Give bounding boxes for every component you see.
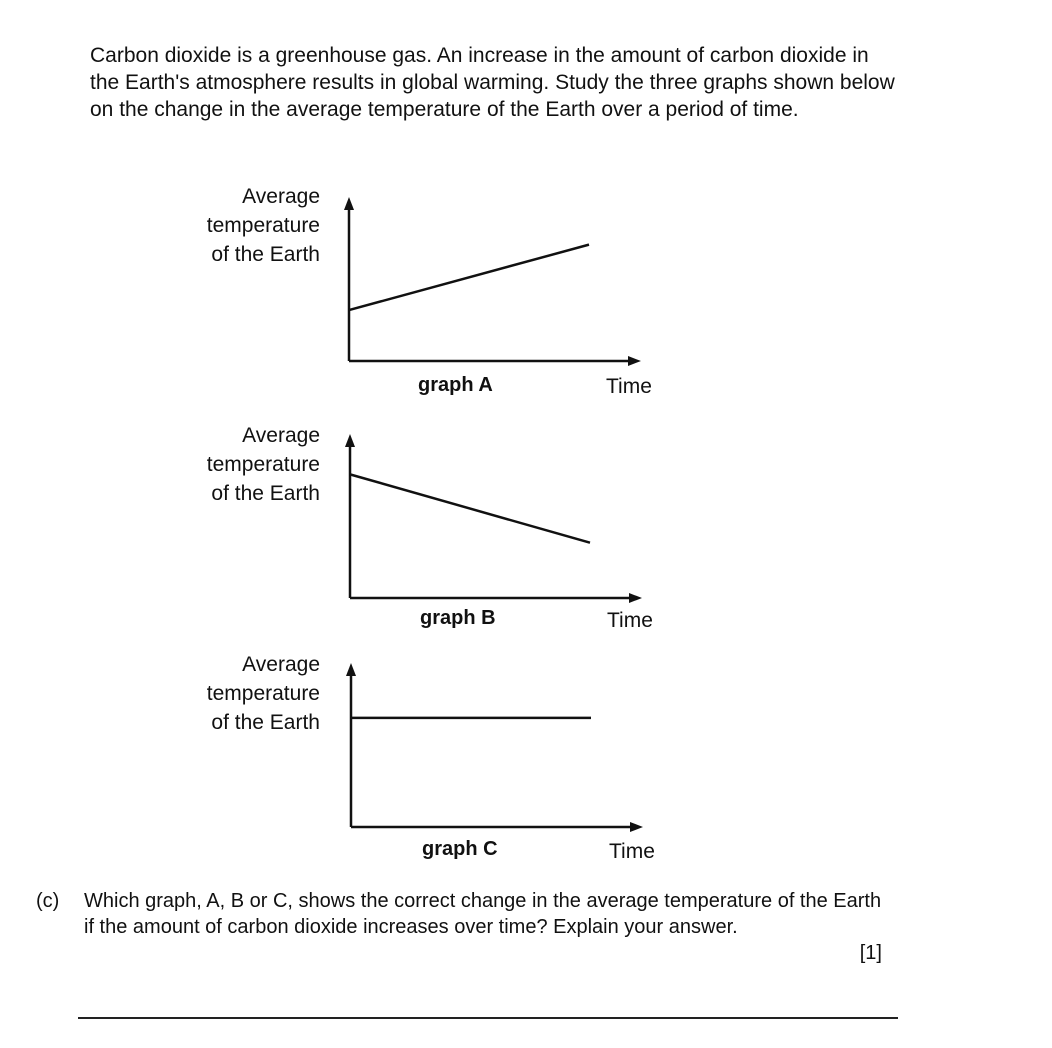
graph-b-title: graph B [420,607,496,629]
graph-b-x-axis-label: Time [607,609,653,632]
graph-b-y-axis-label-line: of the Earth [211,482,320,505]
answer-line[interactable] [78,1017,898,1019]
question-marks: [1] [859,942,882,964]
graph-c-title: graph C [422,838,498,860]
graph-c-y-axis-arrowhead [346,663,356,676]
graph-b-y-axis-label-line: Average [242,424,320,447]
graph-c-y-axis-label-line: Average [242,653,320,676]
intro-paragraph: Carbon dioxide is a greenhouse gas. An increase in the amount of carbon dioxide in the Earth's atmosphere results in global warming. Study the three graphs shown below on the change in the average temperature of the Earth over a period of time. [90,44,895,121]
graph-a-y-axis-label-line: Average [242,185,320,208]
question-label: (c) [36,890,60,912]
graph-c-x-axis-label: Time [609,840,655,863]
graph-a-title: graph A [418,374,493,396]
question-text: Which graph, A, B or C, shows the correct change in the average temperature of the Earth if the amount of carbon dioxide increases over time? Explain your answer. [84,890,882,938]
graph-a-x-axis-label: Time [606,375,652,398]
graph-c-x-axis-arrowhead [630,822,643,832]
graph-a-y-axis-label-line: temperature [206,214,320,237]
graph-c-y-axis-label-line: temperature [206,682,320,705]
graph-c-y-axis-label-line: of the Earth [211,711,320,734]
graph-b-y-axis-label-line: temperature [206,453,320,476]
graph-a-y-axis-label-line: of the Earth [211,243,320,266]
